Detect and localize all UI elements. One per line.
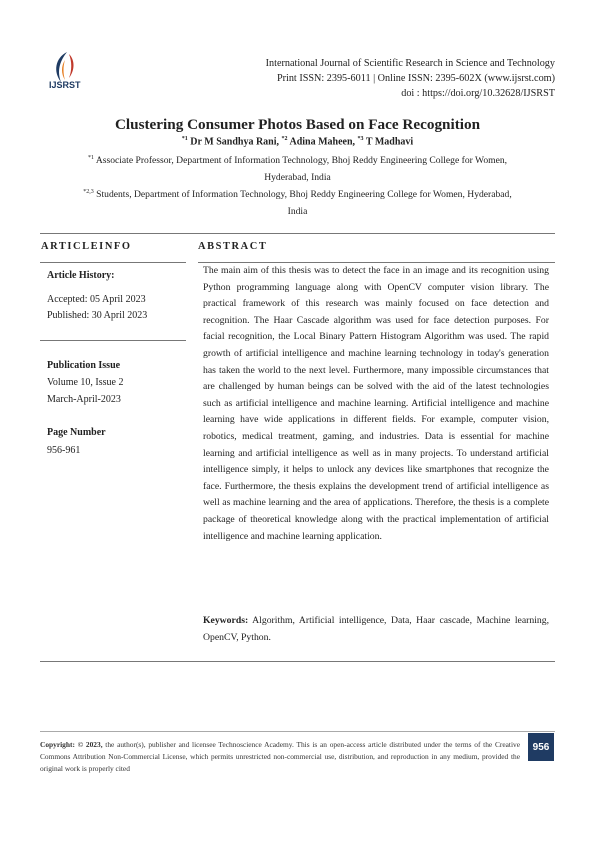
author-list xyxy=(0,136,595,147)
page-number-label: Page Number xyxy=(47,427,106,438)
paper-title: Clustering Consumer Photos Based on Face Recognition xyxy=(114,116,481,133)
abstract-heading: ABSTRACT xyxy=(198,241,268,252)
volume-issue: Volume 10, Issue 2 xyxy=(47,377,124,388)
author-1-sup: *1 xyxy=(181,136,188,142)
logo-text: IJSRST xyxy=(49,80,81,90)
author-2-sup: *2 xyxy=(281,136,288,142)
author-3: T Madhavi xyxy=(365,136,414,148)
journal-issn: Print ISSN: 2395-6011 | Online ISSN: 2395-602X (www.ijsrst.com) xyxy=(276,73,555,84)
affiliation-2-sup: *2,3 xyxy=(83,189,94,195)
page-number-badge: 956 xyxy=(528,733,554,761)
copyright-text: the author(s), publisher and licensee Technoscience Academy. This is an open-access article distributed under the terms of the Creative Commons Attribution Non-Commercial License, which permits unrestricted non-commercial use, distribution, and reproduction in any medium, provided the original work is properly cited xyxy=(40,740,520,773)
keywords-list: Algorithm, Artificial intelligence, Data, Haar cascade, Machine learning, OpenCV, Python. xyxy=(203,615,550,643)
footer-divider xyxy=(40,731,555,732)
issue-months: March-April-2023 xyxy=(47,394,121,405)
page-range: 956-961 xyxy=(47,445,81,456)
article-info-divider-top xyxy=(40,262,186,263)
affiliation-2 xyxy=(40,184,555,220)
body-divider xyxy=(40,661,555,662)
affiliation-1 xyxy=(40,150,555,186)
keywords-label: Keywords: xyxy=(203,615,249,626)
accepted-date: Accepted: 05 April 2023 xyxy=(47,294,146,305)
journal-doi: doi : https://doi.org/10.32628/IJSRST xyxy=(401,88,555,99)
article-info-divider-mid xyxy=(40,340,186,341)
affiliation-2-line2: India xyxy=(287,206,308,218)
affiliation-1-line1: Associate Professor, Department of Information Technology, Bhoj Reddy Engineering College for Women, xyxy=(95,155,508,167)
copyright-label: Copyright: © 2023, xyxy=(40,740,103,749)
author-3-sup: *3 xyxy=(357,136,364,142)
article-info-heading: ARTICLEINFO xyxy=(41,241,132,252)
ijsrst-logo-icon xyxy=(45,50,95,98)
author-2: Adina Maheen, xyxy=(289,136,356,148)
keywords xyxy=(203,613,549,646)
journal-name: International Journal of Scientific Research in Science and Technology xyxy=(265,58,555,69)
author-1: Dr M Sandhya Rani, xyxy=(190,136,280,148)
journal-logo xyxy=(45,50,95,98)
affiliation-1-line2: Hyderabad, India xyxy=(264,172,331,184)
publication-issue-label: Publication Issue xyxy=(47,360,121,371)
article-history-label: Article History: xyxy=(47,270,115,281)
affiliation-2-line1: Students, Department of Information Technology, Bhoj Reddy Engineering College for Women, Hyderabad, xyxy=(96,189,512,201)
affiliation-1-sup: *1 xyxy=(87,155,94,161)
copyright-notice xyxy=(40,739,520,775)
header-divider xyxy=(40,233,555,234)
abstract-text: The main aim of this thesis was to detect the face in an image and its recognition using Python programming language along with OpenCV computer vision library. The practical framework of this research was mainly focused on face detection and recognition. The Haar Cascade algorithm was used for face detection purposes. For facial recognition, the Local Binary Pattern Histogram Algorithm was used. The rapid growth of artificial intelligence and machine learning technology in today's generation has taken the world to the next level. Furthermore, many impossible circumstances that are challenged by human beings can be solved with the aid of the latest technologies such as artificial intelligence and machine learning. Artificial intelligence and machine learning have wide applications in different fields. For example, computer vision, robotics, medical treatment, gaming, and industries. Data is essential for machine learning and artificial intelligence as well as in many projects. To understand artificial intelligence simply, it helps to unlock any devices like smartphones that recognize the face. Furthermore, the thesis explains the development trend of artificial intelligence as well as machine learning and the area of applications. Therefore, the thesis is a complete package of theoretical knowledge along with the practical implementation of artificial intelligence and machine learning application. xyxy=(203,265,549,542)
published-date: Published: 30 April 2023 xyxy=(47,310,148,321)
